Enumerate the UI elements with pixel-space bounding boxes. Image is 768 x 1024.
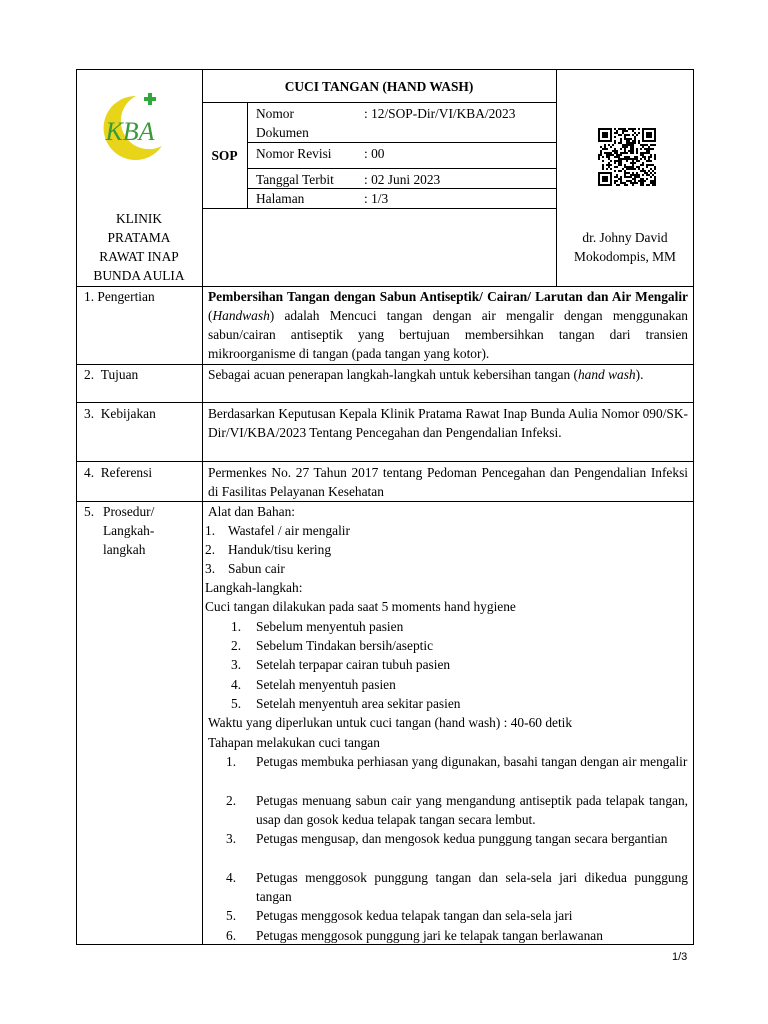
pengertian-bold-lead: Pembersihan Tangan dengan Sabun Antiseptik/ Cairan/ Larutan dan Air Mengalir bbox=[208, 289, 688, 304]
alat-heading: Alat dan Bahan: bbox=[208, 504, 296, 519]
label-line: Langkah- bbox=[103, 523, 155, 538]
document-title: CUCI TANGAN (HAND WASH) bbox=[284, 79, 474, 94]
label-text: Referensi bbox=[100, 465, 153, 480]
tahapan-item: Petugas menggosok kedua telapak tangan dan sela-sela jari bbox=[256, 908, 573, 923]
text-kebijakan: Berdasarkan Keputusan Kepala Klinik Pratama Rawat Inap Bunda Aulia Nomor 090/SK-Dir/VI/KBA/2023 Tentang Pencegahan dan Pengendalian Infeksi. bbox=[208, 406, 688, 440]
label-pengertian: 1. Pengertian bbox=[84, 289, 155, 304]
moment-num: 3. bbox=[231, 657, 242, 672]
clinic-logo bbox=[90, 88, 172, 166]
pengertian-paren: ( bbox=[208, 308, 213, 323]
tahapan-item: Petugas membuka perhiasan yang digunakan, basahi tangan dengan air mengalir bbox=[256, 754, 688, 769]
page-number: 1/3 bbox=[672, 951, 688, 963]
label-text: Kebijakan bbox=[100, 406, 156, 421]
field-value-tanggal-terbit: : 02 Juni 2023 bbox=[364, 172, 441, 187]
logo-text: KBA bbox=[105, 117, 155, 146]
label-num: 3. bbox=[84, 406, 95, 421]
moment-item: Sebelum Tindakan bersih/aseptic bbox=[256, 638, 434, 653]
label-kebijakan bbox=[84, 404, 156, 423]
moments-intro: Cuci tangan dilakukan pada saat 5 moments hand hygiene bbox=[205, 599, 516, 614]
clinic-name-line: PRATAMA bbox=[107, 230, 171, 245]
field-value-halaman: : 1/3 bbox=[364, 191, 389, 206]
clinic-name bbox=[76, 209, 202, 285]
tahapan-item: Petugas menggosok punggung jari ke telapak tangan berlawanan bbox=[256, 928, 603, 943]
fields-bottom bbox=[202, 208, 556, 209]
label-line: Prosedur/ bbox=[103, 504, 155, 519]
alat-num: 2. bbox=[205, 542, 216, 557]
moment-num: 4. bbox=[231, 677, 242, 692]
logo-cross-icon bbox=[144, 93, 156, 105]
text-tujuan bbox=[208, 365, 688, 384]
text-pengertian bbox=[208, 287, 688, 363]
moment-item: Sebelum menyentuh pasien bbox=[256, 619, 404, 634]
text-referensi: Permenkes No. 27 Tahun 2017 tentang Pedoman Pencegahan dan Pengendalian Infeksi di Fasilitas Pelayanan Kesehatan bbox=[208, 465, 688, 499]
alat-item: Handuk/tisu kering bbox=[228, 542, 332, 557]
alat-num: 3. bbox=[205, 561, 216, 576]
signatory-line: Mokodompis, MM bbox=[574, 249, 676, 264]
tujuan-pre: Sebagai acuan penerapan langkah-langkah untuk kebersihan tangan ( bbox=[208, 367, 578, 382]
label-prosedur bbox=[103, 502, 154, 559]
tujuan-term: hand wash bbox=[577, 367, 636, 382]
tahapan-num: 1. bbox=[226, 754, 237, 769]
field-label-tanggal-terbit: Tanggal Terbit bbox=[256, 172, 334, 187]
signatory bbox=[556, 228, 694, 266]
tahapan-item: Petugas mengusap, dan mengosok kedua punggung tangan secara bergantian bbox=[256, 831, 668, 846]
field-divider-2 bbox=[247, 168, 556, 169]
moment-num: 1. bbox=[231, 619, 242, 634]
label-num: 4. bbox=[84, 465, 95, 480]
label-prosedur-num: 5. bbox=[84, 504, 95, 519]
label-tujuan bbox=[84, 365, 138, 384]
field-label-halaman: Halaman bbox=[256, 191, 305, 206]
field-value-nomor-revisi: : 00 bbox=[364, 146, 385, 161]
signatory-line: dr. Johny David bbox=[582, 230, 668, 245]
label-referensi bbox=[84, 463, 152, 482]
qr-code-icon bbox=[598, 128, 656, 186]
clinic-name-line: RAWAT INAP bbox=[99, 249, 179, 264]
tahapan-num: 2. bbox=[226, 793, 237, 808]
label-num: 2. bbox=[84, 367, 95, 382]
tahapan-num: 3. bbox=[226, 831, 237, 846]
moment-item: Setelah menyentuh pasien bbox=[256, 677, 396, 692]
field-label-line: Dokumen bbox=[256, 125, 309, 140]
label-text: Tujuan bbox=[100, 367, 139, 382]
tahapan-num: 6. bbox=[226, 928, 237, 943]
pengertian-term: Handwash bbox=[212, 308, 270, 323]
field-label-line: Nomor bbox=[256, 106, 294, 121]
title-divider bbox=[202, 102, 556, 103]
row-divider-3 bbox=[76, 461, 694, 462]
clinic-name-line: BUNDA AULIA bbox=[93, 268, 185, 283]
moment-num: 5. bbox=[231, 696, 242, 711]
field-label-nomor-dokumen bbox=[256, 104, 309, 142]
moment-num: 2. bbox=[231, 638, 242, 653]
label-line: langkah bbox=[103, 542, 146, 557]
moment-item: Setelah menyentuh area sekitar pasien bbox=[256, 696, 461, 711]
field-label-nomor-revisi: Nomor Revisi bbox=[256, 146, 332, 161]
sop-column-divider bbox=[247, 102, 248, 208]
tahapan-item: Petugas menggosok punggung tangan dan sela-sela jari dikedua punggung tangan bbox=[256, 870, 688, 904]
tahapan-heading: Tahapan melakukan cuci tangan bbox=[208, 735, 380, 750]
alat-item: Wastafel / air mengalir bbox=[228, 523, 350, 538]
tujuan-post: ). bbox=[635, 367, 644, 382]
waktu-text: Waktu yang diperlukan untuk cuci tangan (hand wash) : 40-60 detik bbox=[208, 715, 573, 730]
tahapan-num: 4. bbox=[226, 870, 237, 885]
tahapan-item: Petugas menuang sabun cair yang mengandung antiseptik pada telapak tangan, usap dan gosok kedua telapak tangan secara lembut. bbox=[256, 793, 688, 827]
clinic-name-line: KLINIK bbox=[115, 211, 163, 226]
tahapan-num: 5. bbox=[226, 908, 237, 923]
alat-item: Sabun cair bbox=[228, 561, 285, 576]
langkah-heading: Langkah-langkah: bbox=[205, 580, 303, 595]
row-divider-4 bbox=[76, 501, 694, 502]
row-divider-2 bbox=[76, 402, 694, 403]
moment-item: Setelah terpapar cairan tubuh pasien bbox=[256, 657, 451, 672]
field-divider-1 bbox=[247, 142, 556, 143]
sop-label: SOP bbox=[211, 148, 238, 163]
pengertian-rest: ) adalah Mencuci tangan dengan air mengalir dengan menggunakan sabun/cairan antiseptik yang bertujuan membersihkan tangan dari transien mikroorganisme di tangan (pada tangan yang kotor). bbox=[208, 308, 688, 361]
left-column-divider bbox=[202, 69, 203, 945]
field-value-nomor-dokumen: : 12/SOP-Dir/VI/KBA/2023 bbox=[364, 106, 516, 121]
alat-num: 1. bbox=[205, 523, 216, 538]
